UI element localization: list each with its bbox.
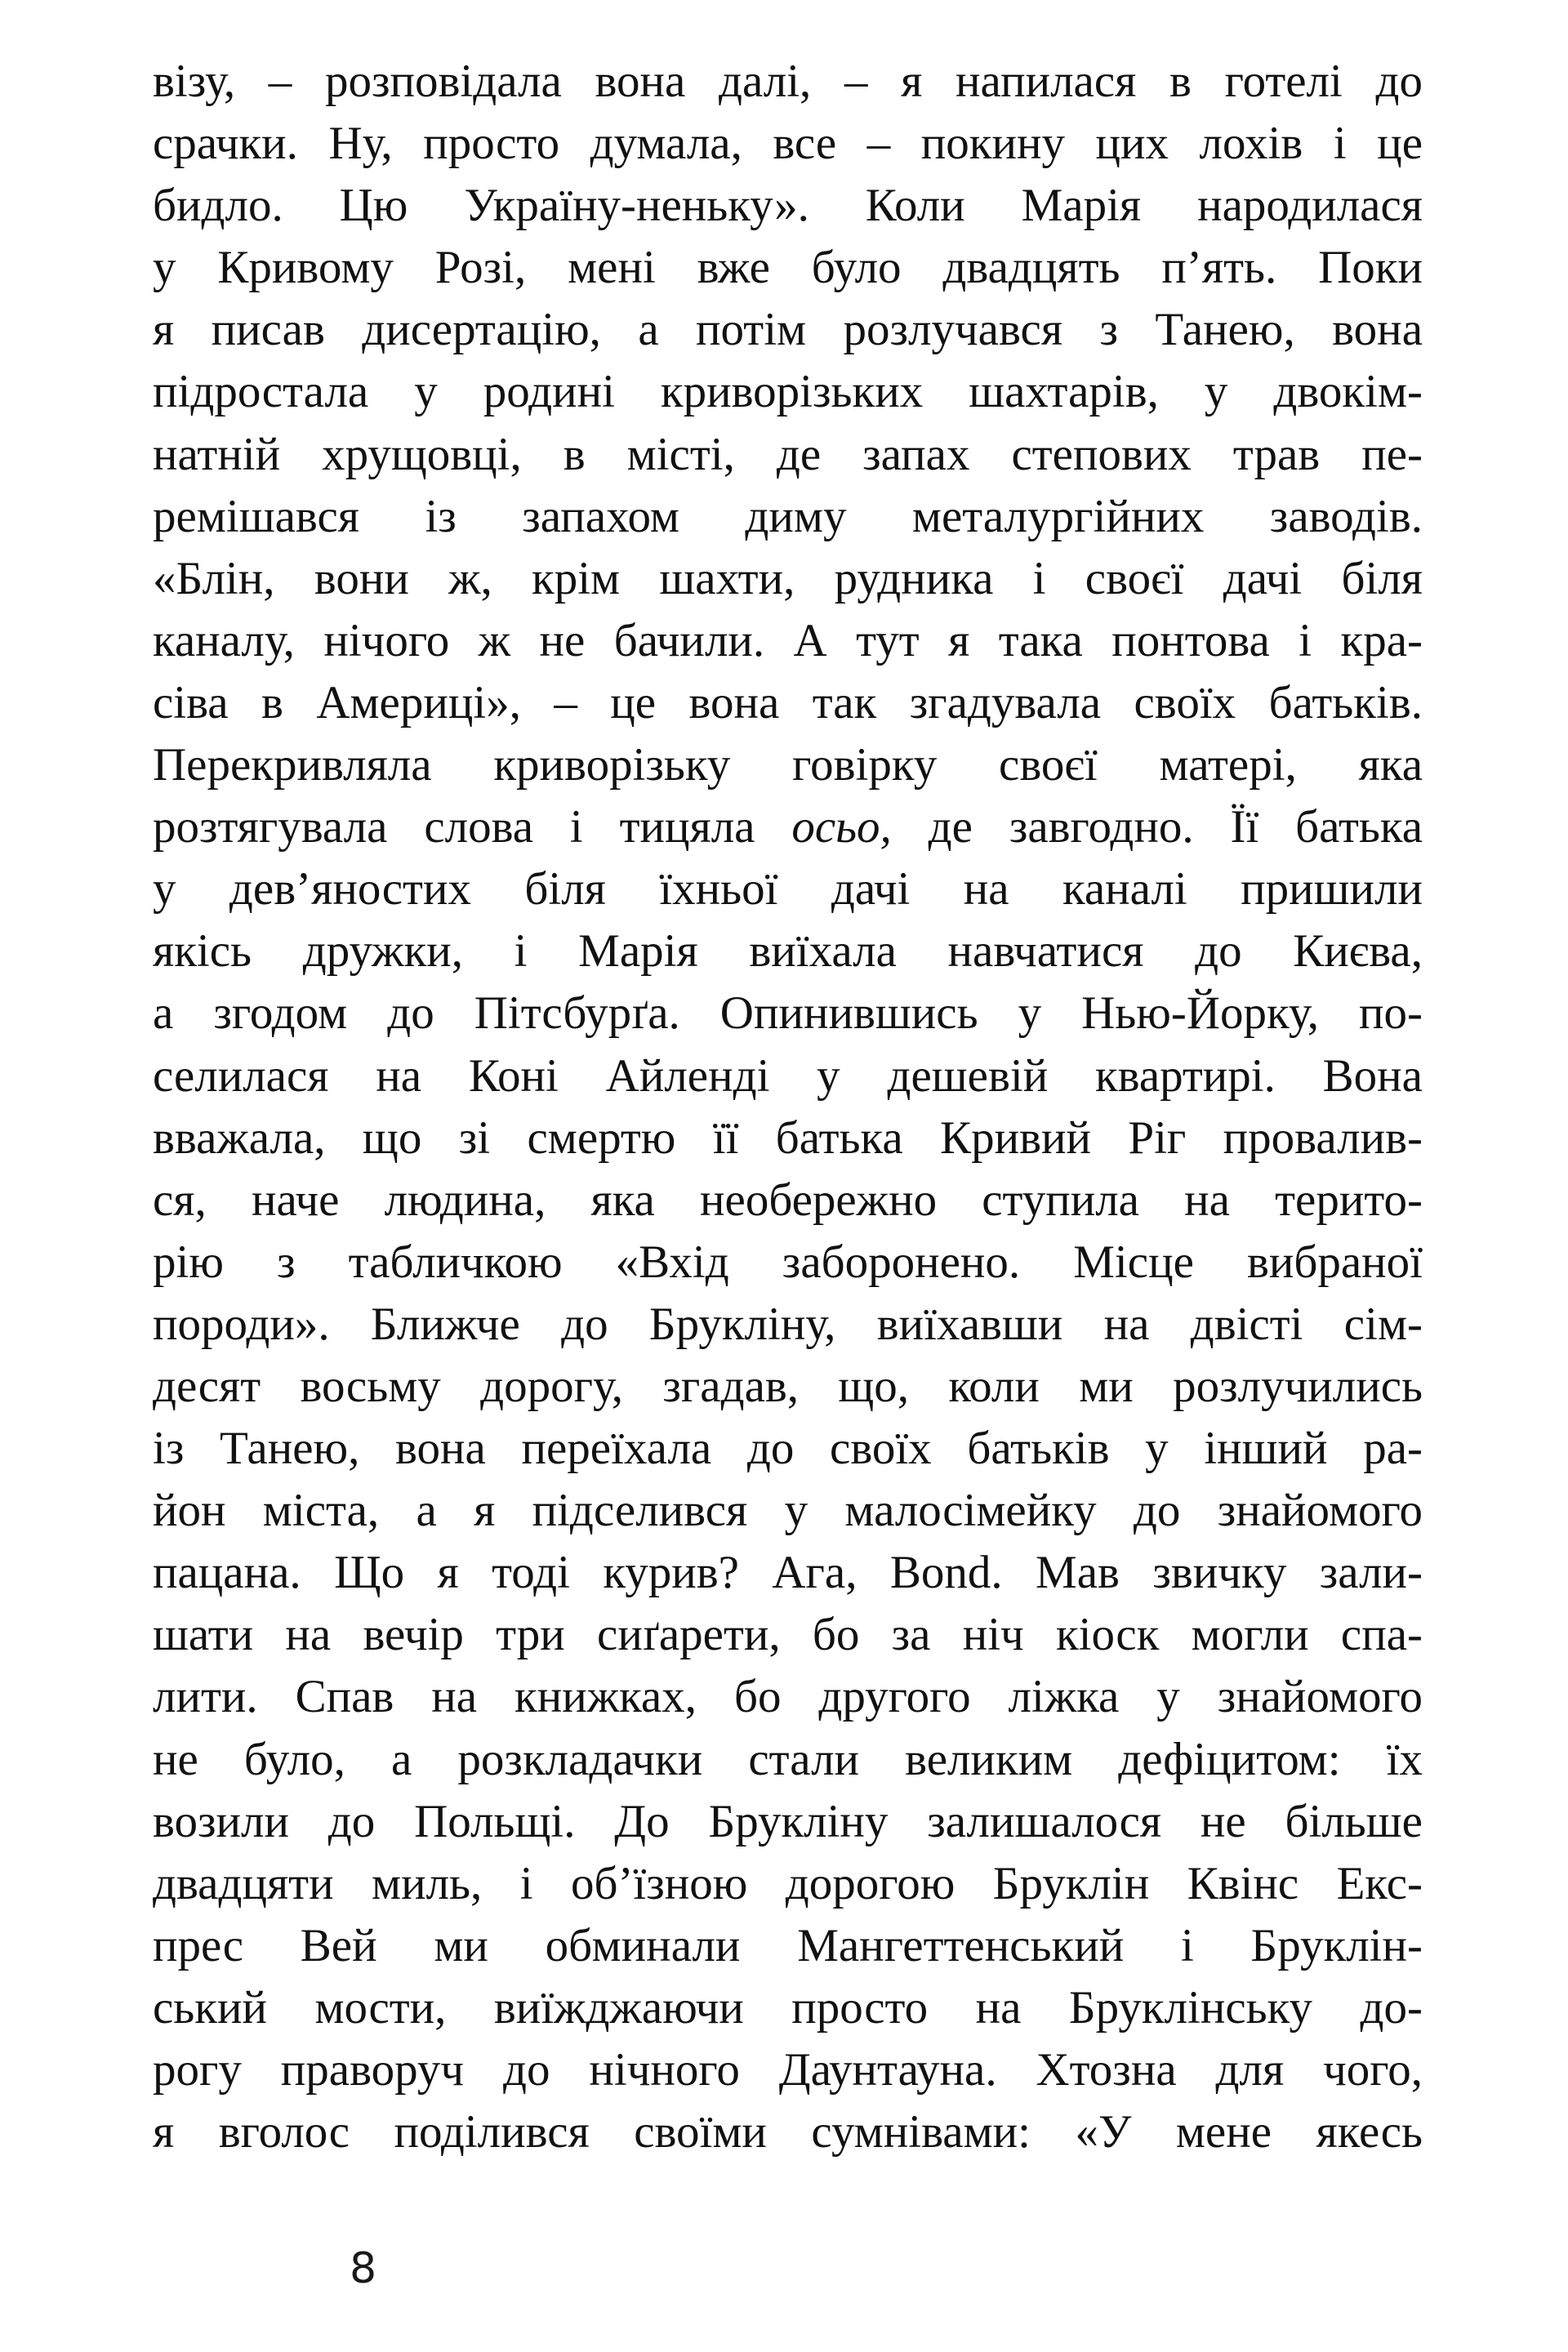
- text-line-30: двадцяти миль, і об’їзною дорогою Бруклін Квінс Екс-: [153, 1857, 1423, 1909]
- text-line-20: рію з табличкою «Вхід заборонено. Місце вибраної: [153, 1236, 1423, 1288]
- text-line-33: рогу праворуч до нічного Даунтауна. Хтозна для чого,: [153, 2044, 1423, 2096]
- text-line-6: підростала у родині криворізьких шахтарів, у двокім-: [153, 366, 1423, 418]
- text-line-23: із Танею, вона переїхала до своїх батьків у інший ра-: [153, 1423, 1423, 1475]
- text-line-13-end: де завгодно. Її батька: [891, 801, 1423, 853]
- text-line-13: [153, 796, 1423, 858]
- text-line-16: а згодом до Пітсбурґа. Опинившись у Нью-Йорку, по-: [153, 987, 1423, 1040]
- text-line-34: я вголос поділився своїми сумнівами: «У мене якесь: [153, 2106, 1423, 2158]
- text-line-9: «Блін, вони ж, крім шахти, рудника і своєї дачі біля: [153, 552, 1423, 604]
- text-line-4: у Кривому Розі, мені вже було двадцять п’ять. Поки: [153, 242, 1423, 294]
- text-line-15: якісь дружки, і Марія виїхала навчатися до Києва,: [153, 925, 1423, 978]
- page-number: 8: [350, 2244, 377, 2293]
- text-line-29: возили до Польщі. До Брукліну залишалося не більше: [153, 1795, 1423, 1847]
- text-line-21: породи». Ближче до Брукліну, виїхавши на двісті сім-: [153, 1298, 1423, 1350]
- text-line-14: у дев’яностих біля їхньої дачі на каналі пришили: [153, 863, 1423, 915]
- text-line-19: ся, наче людина, яка необережно ступила на терито-: [153, 1174, 1423, 1226]
- text-line-13-start: розтягувала слова і тицяла: [153, 801, 792, 853]
- text-line-17: селилася на Коні Айленді у дешевій квартирі. Вона: [153, 1049, 1423, 1102]
- text-line-11: сіва в Америці», – це вона так згадувала своїх батьків.: [153, 676, 1423, 728]
- text-line-31: прес Вей ми обминали Мангеттенський і Бруклін-: [153, 1919, 1423, 1971]
- text-line-27: лити. Спав на книжках, бо другого ліжка у знайомого: [153, 1671, 1423, 1723]
- text-line-1: візу, – розповідала вона далі, – я напилася в готелі до: [153, 56, 1423, 107]
- italic-word: осьо,: [791, 801, 892, 853]
- body-text: [153, 51, 1423, 2163]
- text-line-7: натній хрущовці, в місті, де запах степових трав пе-: [153, 428, 1423, 480]
- text-line-2: срачки. Ну, просто думала, все – покину цих лохів і це: [153, 118, 1423, 170]
- text-line-10: каналу, нічого ж не бачили. А тут я така понтова і кра-: [153, 614, 1423, 666]
- text-line-12: Перекривляла криворізьку говірку своєї матері, яка: [153, 739, 1423, 791]
- text-line-8: ремішався із запахом диму металургійних заводів.: [153, 490, 1423, 542]
- text-line-28: не було, а розкладачки стали великим дефіцитом: їх: [153, 1733, 1423, 1785]
- text-line-5: я писав дисертацію, а потім розлучався з Танею, вона: [153, 304, 1423, 356]
- text-line-18: вважала, що зі смертю її батька Кривий Ріг провалив-: [153, 1111, 1423, 1164]
- text-line-32: ський мости, виїжджаючи просто на Бруклінську до-: [153, 1981, 1423, 2034]
- text-line-3: бидло. Цю Україну-неньку». Коли Марія народилася: [153, 180, 1423, 232]
- text-line-26: шати на вечір три сиґарети, бо за ніч кіоск могли спа-: [153, 1609, 1423, 1661]
- text-line-22: десят восьму дорогу, згадав, що, коли ми розлучились: [153, 1360, 1423, 1412]
- text-line-24: йон міста, а я підселився у малосімейку до знайомого: [153, 1485, 1423, 1537]
- text-line-25: пацана. Що я тоді курив? Ага, Bond. Мав звичку зали-: [153, 1547, 1423, 1599]
